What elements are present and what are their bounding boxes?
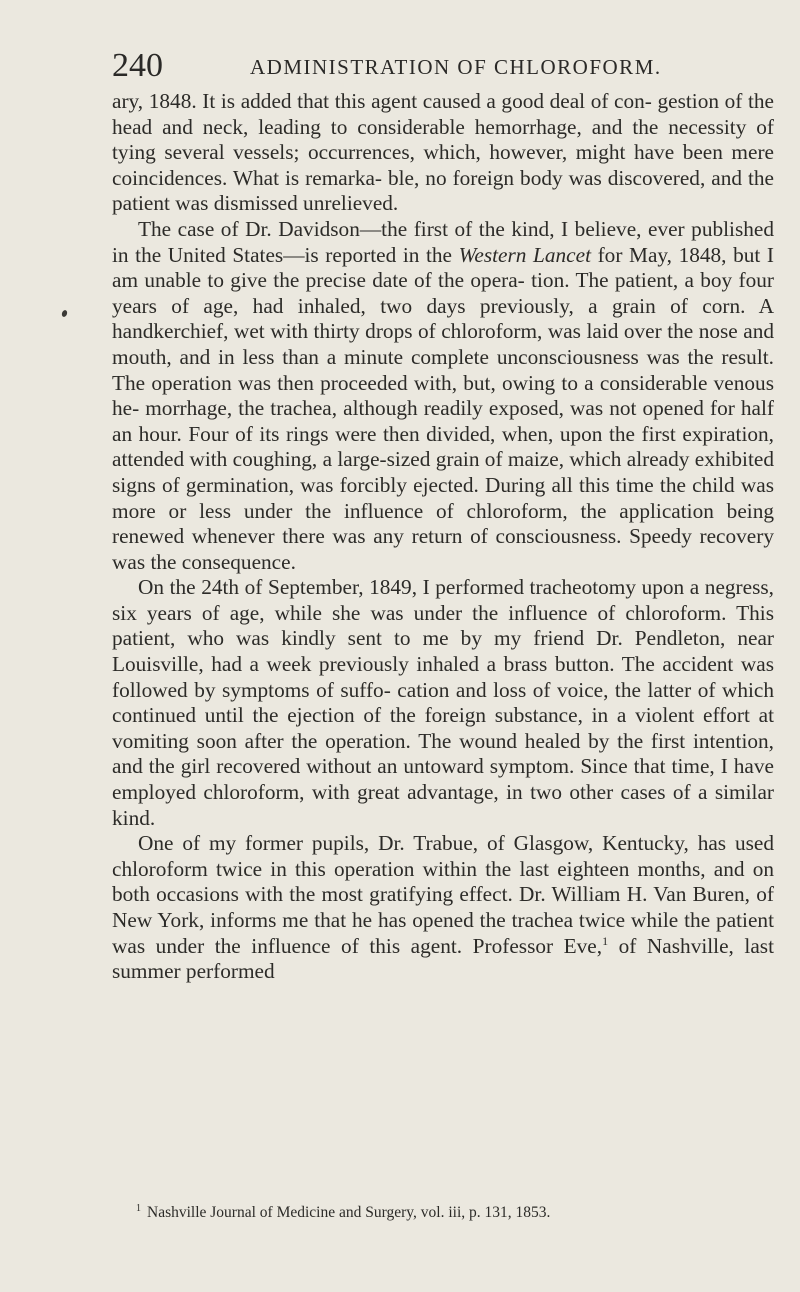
margin-ink-speck bbox=[61, 309, 68, 317]
paragraph-3 bbox=[112, 575, 774, 831]
paragraph-4-text-end: of Nashville, last summer performed bbox=[112, 933, 774, 984]
page-number: 240 bbox=[112, 47, 163, 84]
footnote-reference: 1 bbox=[602, 933, 609, 948]
running-title: ADMINISTRATION OF CHLOROFORM. bbox=[250, 55, 662, 79]
body-text bbox=[112, 89, 774, 985]
paragraph-4 bbox=[112, 831, 774, 985]
paragraph-2 bbox=[112, 217, 774, 575]
paragraph-2-text-end: for May, 1848, but I am unable to give the precise date of the opera- tion. The patient, a boy four years of age, had inhaled, two days previously, a grain of corn. A handkerchief, wet with thirty drops of chloroform, was laid over the nose and mouth, and in less than a minute complete unconsciousness was the result. The operation was then proceeded with, but, owing to a considerable venous he- morrhage, the trachea, although readily exposed, was not opened for half an hour. Four of its rings were then divided, when, upon the first expiration, attended with coughing, a large-sized grain of maize, which already exhibited signs of germination, was forcibly ejected. During all this time the child was more or less under the influence of chloroform, the application being renewed whenever there was any return of consciousness. Speedy recovery was the consequence. bbox=[112, 242, 774, 574]
paragraph-2-text-start: The case of Dr. Davidson—the first of the kind, I believe, ever published in the United States—is reported in the bbox=[112, 216, 774, 267]
footnote bbox=[136, 1203, 776, 1223]
paragraph-1 bbox=[112, 89, 774, 217]
journal-title: Western Lancet bbox=[458, 242, 591, 267]
paragraph-3-text: On the 24th of September, 1849, I performed tracheotomy upon a negress, six years of age, while she was under the influence of chloroform. This patient, who was kindly sent to me by my friend Dr. Pendleton, near Louisville, had a week previously inhaled a brass button. The accident was followed by symptoms of suffo- cation and loss of voice, the latter of which continued until the ejection of the foreign substance, in a violent effort at vomiting soon after the operation. The wound healed by the first intention, and the girl recovered without an untoward symptom. Since that time, I have employed chloroform, with great advantage, in two other cases of a similar kind. bbox=[112, 575, 774, 830]
footnote-text: Nashville Journal of Medicine and Surgery, vol. iii, p. 131, 1853. bbox=[147, 1204, 551, 1221]
footnote-mark: 1 bbox=[136, 1202, 141, 1214]
paragraph-1-text: ary, 1848. It is added that this agent caused a good deal of con- gestion of the head and neck, leading to considerable hemorrhage, and the necessity of tying several vessels; occurrences, which, however, might have been mere coincidences. What is remarka- ble, no foreign body was discovered, and the patient was dismissed unrelieved. bbox=[112, 89, 774, 216]
paragraph-4-text-start: One of my former pupils, Dr. Trabue, of Glasgow, Kentucky, has used chloroform twice in this operation within the last eighteen months, and on both occasions with the most gratifying effect. Dr. William H. Van Buren, of New York, informs me that he has opened the trachea twice while the patient was under the influence of this agent. Professor Eve, bbox=[112, 831, 774, 958]
running-head bbox=[112, 46, 774, 86]
